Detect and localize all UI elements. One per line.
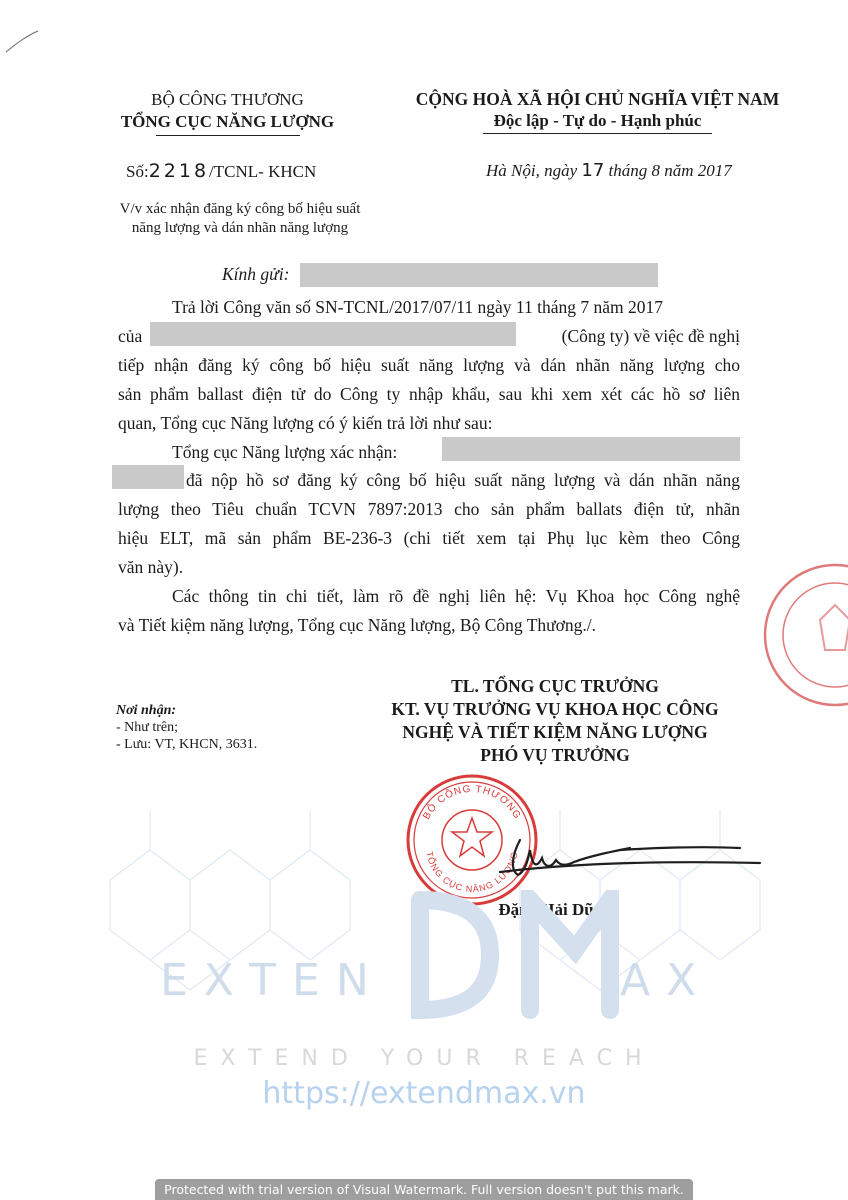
date-prefix: Hà Nội, ngày [486, 161, 582, 180]
watermark-logo-right: AX [620, 955, 713, 1006]
recipients-item-1: - Như trên; [116, 720, 179, 735]
redacted-company-2a [442, 437, 740, 461]
redacted-company [150, 322, 516, 346]
date-day-handwritten: 17 [581, 160, 605, 181]
nation-title: CỘNG HOÀ XÃ HỘI CHỦ NGHĨA VIỆT NAM [415, 89, 780, 109]
sign-title-1: TL. TỔNG CỤC TRƯỞNG [451, 676, 659, 696]
trial-notice: Protected with trial version of Visual Watermark. Full version doesn't put this mark. [155, 1179, 693, 1200]
doc-prefix: Số: [126, 162, 149, 181]
recipients [116, 702, 257, 753]
org-name: TỔNG CỤC NĂNG LƯỢNG [120, 112, 335, 131]
sign-title-2: KT. VỤ TRƯỞNG VỤ KHOA HỌC CÔNG [391, 699, 719, 719]
seal-text-top: BỘ CÔNG THƯƠNG [421, 783, 523, 822]
p3-line-2: và Tiết kiệm năng lượng, Tổng cục Năng lượng, Bộ Công Thương./. [118, 615, 596, 635]
redacted-recipient [300, 263, 658, 287]
p1-line-2-start: của [118, 326, 143, 346]
p1-line-2-end: (Công ty) về việc đề nghị [561, 326, 740, 346]
signer-name: Đặng Hải Dũng [498, 900, 612, 919]
org-parent: BỘ CÔNG THƯƠNG [151, 90, 304, 109]
doc-number-handwritten: 2218 [148, 160, 210, 182]
p1-line-3: tiếp nhận đăng ký công bố hiệu suất năng lượng và dán nhãn năng lượng cho [118, 355, 740, 375]
p1-line-5: quan, Tổng cục Năng lượng có ý kiến trả lời như sau: [118, 413, 493, 433]
nation-motto: Độc lập - Tự do - Hạnh phúc [493, 111, 702, 130]
subject-line-1: V/v xác nhận đăng ký công bố hiệu suất [119, 201, 361, 217]
p3-line-1: Các thông tin chi tiết, làm rõ đề nghị liên hệ: Vụ Khoa học Công nghệ [172, 586, 740, 606]
salutation: Kính gửi: [222, 264, 290, 284]
watermark-logo-mark-icon [400, 890, 620, 1020]
p2-line-4: hiệu ELT, mã sản phẩm BE-236-3 (chi tiết xem tại Phụ lục kèm theo Công [118, 528, 740, 548]
watermark-url: https://extendmax.vn [262, 1076, 586, 1111]
p2-line-2: đã nộp hồ sơ đăng ký công bố hiệu suất năng lượng và dán nhãn năng [186, 470, 740, 490]
subject-line-2: năng lượng và dán nhãn năng lượng [131, 220, 349, 236]
p2-line-3: lượng theo Tiêu chuẩn TCVN 7897:2013 cho sản phẩm ballats điện tử, nhãn [118, 499, 740, 519]
p1-line-1: Trả lời Công văn số SN-TCNL/2017/07/11 ngày 11 tháng 7 năm 2017 [172, 297, 663, 317]
org-underline [156, 135, 300, 136]
subject [90, 200, 390, 238]
doc-number-line [126, 160, 316, 182]
seal-text-bottom: TỔNG CỤC NĂNG LƯỢNG [424, 850, 520, 895]
recipients-title: Nơi nhận: [116, 703, 177, 718]
partial-stamp-icon [760, 560, 848, 710]
redacted-company-2b [112, 465, 184, 489]
motto-underline [483, 133, 712, 134]
sign-title-3: NGHỆ VÀ TIẾT KIỆM NĂNG LƯỢNG [402, 722, 708, 742]
signature-block [360, 675, 750, 767]
date-line [486, 160, 732, 181]
date-suffix: tháng 8 năm 2017 [604, 161, 732, 180]
recipients-item-2: - Lưu: VT, KHCN, 3631. [116, 737, 258, 752]
sign-title-4: PHÓ VỤ TRƯỞNG [480, 745, 630, 765]
watermark-tagline: EXTEND YOUR REACH [193, 1046, 655, 1071]
p2-line-5: văn này). [118, 557, 184, 577]
p1-line-4: sản phẩm ballast điện tử do Công ty nhập khẩu, sau khi xem xét các hồ sơ liên [118, 384, 740, 404]
watermark-logo-left: EXTEN [160, 955, 385, 1006]
p2-line-1: Tổng cục Năng lượng xác nhận: [172, 442, 398, 462]
doc-suffix: /TCNL- KHCN [209, 162, 317, 181]
pen-mark [4, 28, 40, 56]
